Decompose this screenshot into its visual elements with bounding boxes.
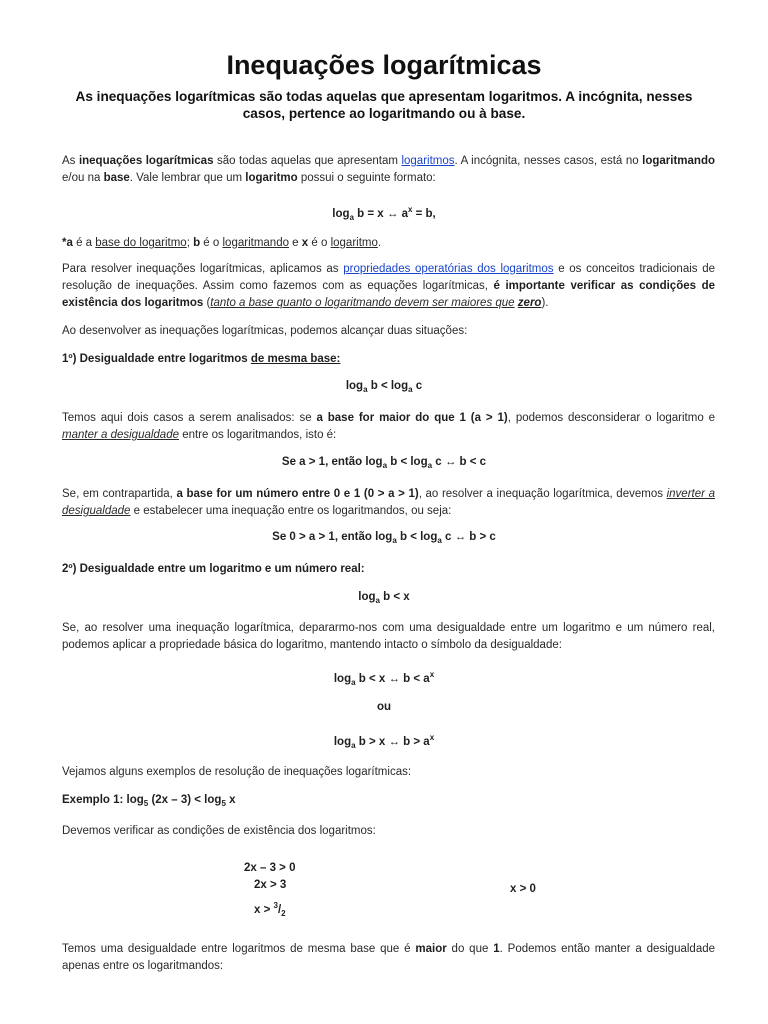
logaritmo-link[interactable]: logaritmo [330,237,378,249]
formula-case-greater: Se a > 1, então $\log_a b < \log_a c$ ↔ b < c [281,456,487,470]
intro-paragraph: As inequações logarítmicas são todas aquelas que apresentam logaritmos. A incógnita, nesses casos, está no logaritmando e/ou na base. Vale lembrar que um logaritmo possui o seguinte formato: [62,155,715,184]
conclusion-paragraph: Temos uma desigualdade entre logaritmos de mesma base que é maior do que 1. Podemos então manter a desigualdade apenas entre os logaritmandos: [62,943,716,972]
situations-paragraph: Ao desenvolver as inequações logarítmicas, podemos alcançar duas situações: [62,325,468,337]
page-title: Inequações logarítmicas [226,50,542,80]
condition-right: x > 0 [510,883,536,895]
formula-greater-than: $\log_a b > x$ ↔ $b > a^x$ [333,733,435,750]
or-text: ou [376,701,392,713]
existence-conditions-paragraph: Devemos verificar as condições de existência dos logaritmos: [62,825,376,837]
condition-line-3: $x > ^3/_2$ [254,901,286,918]
example-1-heading: Exemplo 1: $\log_5 (2x - 3) < \log_5 x$ [62,794,236,808]
base-do-logaritmo-link[interactable]: base do logaritmo [95,237,187,249]
section-heading-1: 1º) Desigualdade entre logaritmos de mesma base: [62,353,341,365]
propriedades-operatorias-link[interactable]: propriedades operatórias dos logaritmos [343,263,554,275]
logaritmando-link[interactable]: logaritmando [222,237,289,249]
method-paragraph: Para resolver inequações logarítmicas, aplicamos as propriedades operatórias dos logaritmos e os conceitos tradicionais de resolução de inequações. Assim como fazemos com as equações logarítmicas, é importante verificar as condições de existência dos logaritmos (tanto a base quanto o logaritmando devem ser maiores que zero). [62,263,716,309]
definition-paragraph: *a é a base do logaritmo; b é o logaritmando e x é o logaritmo. [62,237,382,249]
case-greater-paragraph: Temos aqui dois casos a serem analisados: se a base for maior do que 1 (a > 1), podemos desconsiderar o logaritmo e manter a desigualdade entre os logaritmandos, isto é: [62,412,715,441]
lead-paragraph: As inequações logarítmicas são todas aquelas que apresentam logaritmos. A incógnita, nesses casos, pertence ao logaritmando ou à base. [75,89,693,121]
logaritmos-link[interactable]: logaritmos [401,155,455,167]
formula-same-base: $\log_a b < \log_a c$ [345,380,423,394]
case-between-paragraph: Se, em contrapartida, a base for um número entre 0 e 1 (0 > a > 1), ao resolver a inequação logarítmica, devemos inverter a desigualdade e estabelecer uma inequação entre os logaritmandos, ou seja: [62,488,715,517]
formula-case-between: Se 0 > a > 1, então $\log_a b < \log_a c$ ↔ b > c [272,531,496,545]
formula-definition: $\log_a b = x$ ↔ $a^x = b$, [332,205,436,222]
formula-less-than: $\log_a b < x$ ↔ $b < a^x$ [333,670,435,687]
examples-intro: Vejamos alguns exemplos de resolução de inequações logarítmicas: [62,766,412,778]
condition-line-2: 2x > 3 [254,879,287,891]
real-number-paragraph: Se, ao resolver uma inequação logarítmica, depararmo-nos com uma desigualdade entre um logaritmo e um número real, podemos aplicar a propriedade básica do logaritmo, mantendo intacto o símbolo da desigualdade: [62,622,715,651]
formula-log-real: $\log_a b < x$ [358,591,410,605]
section-heading-2: 2º) Desigualdade entre um logaritmo e um número real: [62,563,365,575]
condition-line-1: 2x – 3 > 0 [244,862,296,874]
